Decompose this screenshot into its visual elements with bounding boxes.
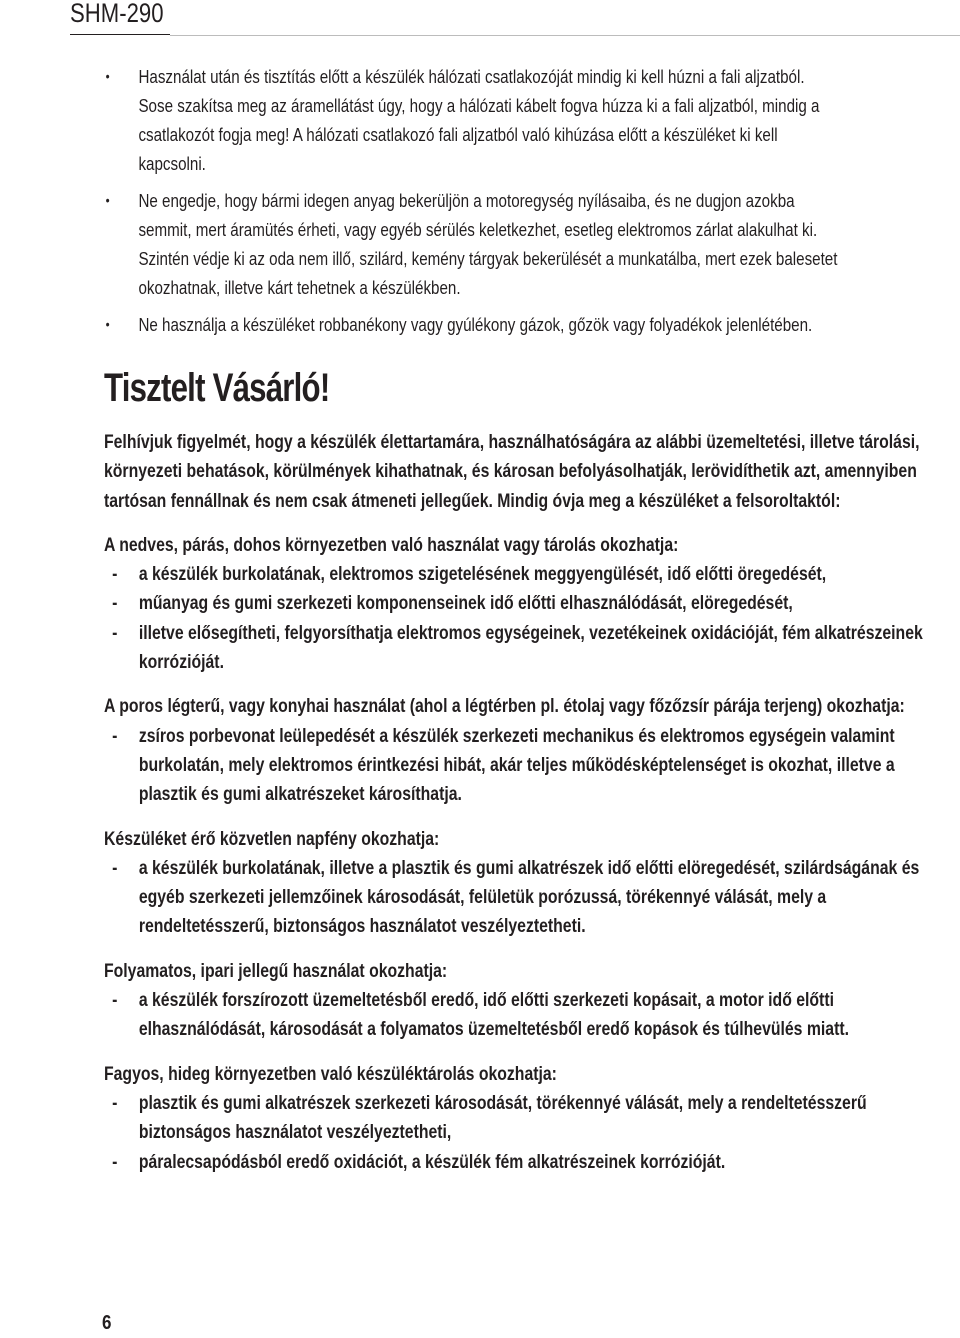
notice-section-industrial-use [104,957,930,1045]
header-rule [70,34,170,35]
section-title: Fagyos, hideg környezetben való készüléktárolás okozhatja: [104,1062,557,1085]
dash-marker: - [112,724,118,747]
safety-item-text: Ne használja a készüléket robbanékony vagy gyúlékony gázok, gőzök vagy folyadékok jelenlétében. [138,314,813,335]
section-list [104,854,930,942]
notice-section-frost [104,1060,930,1177]
list-item-text: zsíros porbevonat leülepedését a készülék szerkezeti mechanikus és elektromos egységein valamint burkolatán, mely elektromos érintkezési hibát, akár teljes működésképtelenséget is okozhat, illetve a plasztik és gumi alkatrészeket károsíthatja. [138,724,895,806]
customer-notice-title: Tisztelt Vásárló! [104,366,330,410]
dash-marker: - [112,989,118,1012]
list-item [104,722,930,810]
list-item-text: plasztik és gumi alkatrészek szerkezeti károsodását, törékennyé válását, mely a rendeltetésszerű biztonságos használatot veszélyeztetheti, [138,1091,867,1144]
list-item-text: a készülék forszírozott üzemeltetésből eredő, idő előtti szerkezeti kopásait, a motor idő előtti elhasználódását, károsodását a folyamatos üzemeltetésből eredő kopások és túlhevülés miatt. [138,989,849,1041]
dash-marker: - [112,1150,118,1173]
section-list [104,1089,930,1177]
notice-section-humidity [104,531,930,677]
list-item-text: illetve elősegítheti, felgyorsíthatja elektromos egységeinek, vezetékeinek oxidációját, fém alkatrészeinek korrózióját. [138,621,923,674]
bullet-icon: • [105,316,110,332]
section-title: A poros légterű, vagy konyhai használat (ahol a légtérben pl. étolaj vagy főzőzsír párája terjeng) okozhatja: [104,695,905,718]
page-number: 6 [102,1312,112,1334]
section-title: Folyamatos, ipari jellegű használat okozhatja: [104,959,448,982]
notice-section-sunlight [104,825,930,942]
section-list [104,722,930,810]
dash-marker: - [112,1091,118,1114]
safety-item [104,186,842,302]
dash-marker: - [112,592,118,615]
list-item [104,589,930,618]
list-item-text: műanyag és gumi szerkezeti komponenseinek idő előtti elhasználódását, elöregedését, [138,592,793,615]
section-list [104,560,930,677]
safety-instructions-list [104,62,842,347]
list-item-text: páralecsapódásból eredő oxidációt, a készülék fém alkatrészeinek korrózióját. [138,1150,726,1173]
safety-item-text: Használat után és tisztítás előtt a készülék hálózati csatlakozóját mindig ki kell húzni a fali aljzatból. Sose szakítsa meg az áramellátást úgy, hogy a hálózati kábelt fogva húzza ki a fali aljzatból, mindig a csatlakozót fogja meg! A hálózati csatlakozó fali aljzatból való kihúzása előtt a készüléket ki kell kapcsolni. [138,66,820,174]
notice-section-dust [104,692,930,809]
list-item [104,986,930,1045]
model-code: SHM-290 [70,0,164,28]
customer-notice [104,428,930,1192]
list-item-text: a készülék burkolatának, elektromos szigetelésének meggyengülését, idő előtti öregedését, [138,563,827,586]
notice-intro: Felhívjuk figyelmét, hogy a készülék élettartamára, használhatóságára az alábbi üzemeltetési, illetve tárolási, környezeti behatások, körülmények kihathatnak, és károsan befolyásolhatják, lerövidíthetik azt, amennyiben tartósan fennállnak és nem csak átmeneti jellegűek. Mindig óvja meg a készüléket a felsoroltaktól: [104,431,920,512]
section-title: Készüléket érő közvetlen napfény okozhatja: [104,827,440,850]
bullet-icon: • [105,192,110,208]
dash-marker: - [112,621,118,644]
safety-item [104,62,842,178]
safety-item [104,310,842,339]
bullet-icon: • [105,68,110,84]
dash-marker: - [112,563,118,586]
list-item [104,854,930,942]
list-item [104,1148,930,1177]
list-item [104,619,930,678]
list-item [104,1089,930,1148]
safety-item-text: Ne engedje, hogy bármi idegen anyag bekerüljön a motoregység nyílásaiba, és ne dugjon azokba semmit, mert áramütés érheti, vagy egyéb sérülés keletkezhet, esetleg elektromos zárlat alakulhat ki. Szintén védje ki az oda nem illő, szilárd, kemény tárgyak bekerülését a munkatálba, mert ezek balesetet okozhatnak, illetve kárt tehetnek a készülékben. [138,190,838,298]
section-list [104,986,930,1045]
section-title: A nedves, párás, dohos környezetben való használat vagy tárolás okozhatja: [104,533,679,556]
header-rule-extension [170,35,960,36]
dash-marker: - [112,856,118,879]
list-item-text: a készülék burkolatának, illetve a plasztik és gumi alkatrészek idő előtti elöregedését, szilárdságának és egyéb szerkezeti jellemzőinek károsodását, felületük porózussá, törékennyé válását, mely a rendeltetésszerű, biztonságos használatot veszélyeztetheti. [138,856,920,938]
list-item [104,560,930,589]
